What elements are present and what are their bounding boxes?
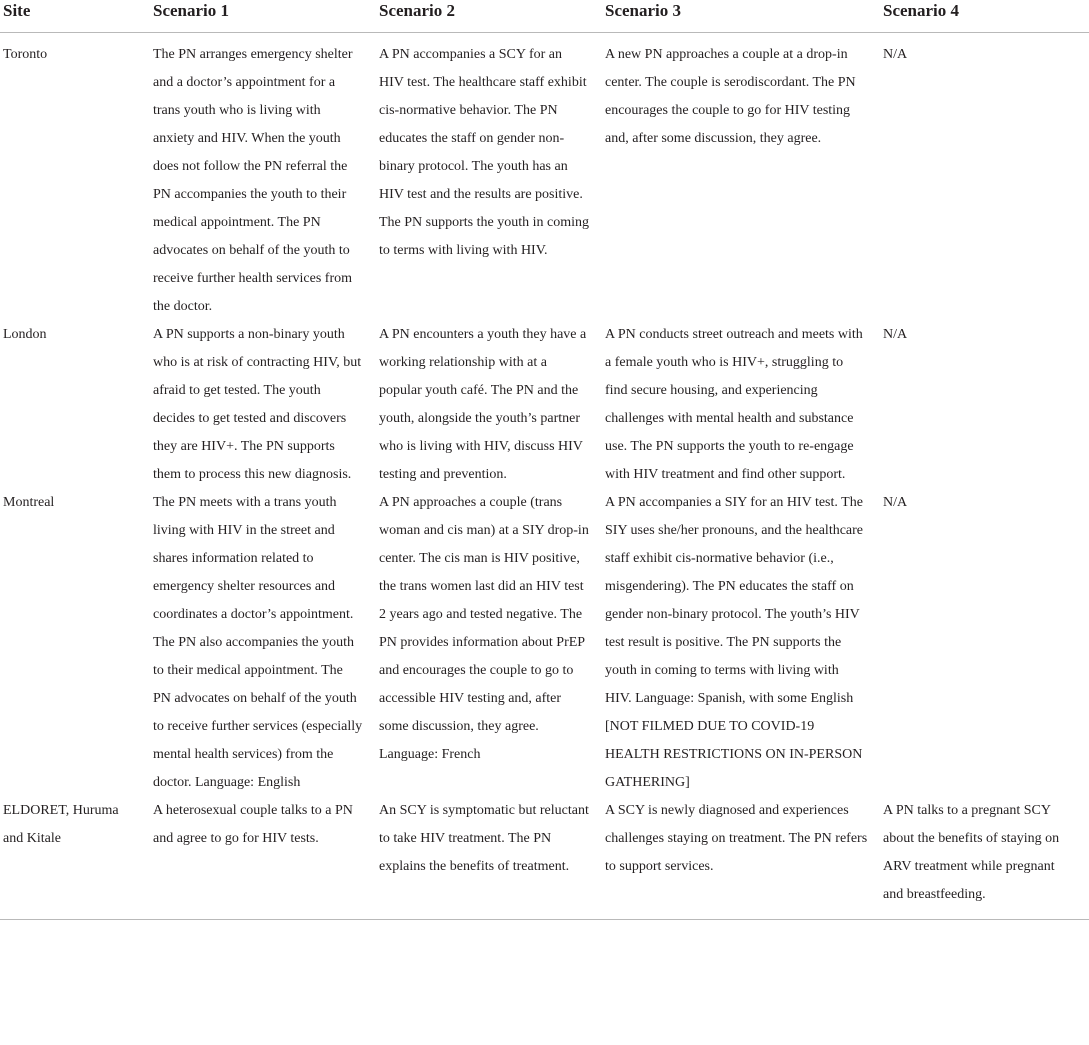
header-scenario-1: Scenario 1 (150, 0, 376, 33)
table-row (0, 489, 1089, 797)
site-cell: London (3, 327, 47, 342)
scenario-2-cell: An SCY is symptomatic but reluctant to take HIV treatment. The PN explains the benefits of treatment. (376, 797, 602, 920)
scenario-1-cell: A heterosexual couple talks to a PN and agree to go for HIV tests. (150, 797, 376, 920)
scenario-4-cell: A PN talks to a pregnant SCY about the benefits of staying on ARV treatment while pregnant and breastfeeding. (880, 797, 1089, 920)
scenario-2-cell: A PN accompanies a SCY for an HIV test. The healthcare staff exhibit cis-normative behavior. The PN educates the staff on gender non-binary protocol. The youth has an HIV test and the results are positive. The PN supports the youth in coming to terms with living with HIV. (379, 47, 589, 258)
header-site: Site (0, 0, 150, 33)
scenario-2-cell: A PN encounters a youth they have a working relationship with at a popular youth café. The PN and the youth, alongside the youth’s partner who is living with HIV, discuss HIV testing and prevention. (379, 327, 587, 482)
scenario-3-cell: A PN conducts street outreach and meets with a female youth who is HIV+, struggling to find secure housing, and experiencing challenges with mental health and substance use. The PN supports the youth to re-engage with HIV treatment and find other support. (605, 327, 863, 482)
site-cell: Toronto (3, 47, 48, 62)
table-row (0, 33, 1089, 322)
scenario-4-cell: N/A (883, 47, 908, 62)
scenario-4-cell: N/A (883, 327, 908, 342)
site-cell: ELDORET, Huruma and Kitale (0, 797, 150, 920)
header-scenario-4: Scenario 4 (880, 0, 1089, 33)
header-row (0, 0, 1089, 33)
scenario-1-cell: The PN arranges emergency shelter and a doctor’s appointment for a trans youth who is living with anxiety and HIV. When the youth does not follow the PN referral the PN accompanies the youth to their medical appointment. The PN advocates on behalf of the youth to receive further health services from the doctor. (153, 47, 353, 314)
table-row (0, 797, 1089, 920)
scenario-1-cell: The PN meets with a trans youth living with HIV in the street and shares information related to emergency shelter resources and coordinates a doctor’s appointment. The PN also accompanies the youth to their medical appointment. The PN advocates on behalf of the youth to receive further services (especially mental health services) from the doctor. Language: English (153, 495, 363, 790)
scenario-3-cell: A SCY is newly diagnosed and experiences challenges staying on treatment. The PN refers to support services. (602, 797, 880, 920)
scenario-3-cell: A PN accompanies a SIY for an HIV test. The SIY uses she/her pronouns, and the healthcare staff exhibit cis-normative behavior (i.e., misgendering). The PN educates the staff on gender non-binary protocol. The youth’s HIV test result is positive. The PN supports the youth in coming to terms with living with HIV. Language: Spanish, with some English [NOT FILMED DUE TO COVID-19 HEALTH RESTRICTIONS ON IN-PERSON GATHERING] (605, 495, 864, 790)
scenario-4-cell: N/A (883, 495, 908, 510)
header-scenario-3: Scenario 3 (602, 0, 880, 33)
header-scenario-2: Scenario 2 (376, 0, 602, 33)
site-cell: Montreal (3, 495, 55, 510)
scenario-1-cell: A PN supports a non-binary youth who is at risk of contracting HIV, but afraid to get tested. The youth decides to get tested and discovers they are HIV+. The PN supports them to process this new diagnosis. (153, 327, 362, 482)
scenario-2-cell: A PN approaches a couple (trans woman and cis man) at a SIY drop-in center. The cis man is HIV positive, the trans women last did an HIV test 2 years ago and tested negative. The PN provides information about PrEP and encourages the couple to go to accessible HIV testing and, after some discussion, they agree. Language: French (379, 495, 589, 762)
table-row (0, 321, 1089, 489)
scenario-3-cell: A new PN approaches a couple at a drop-in center. The couple is serodiscordant. The PN encourages the couple to go for HIV testing and, after some discussion, they agree. (605, 47, 856, 146)
